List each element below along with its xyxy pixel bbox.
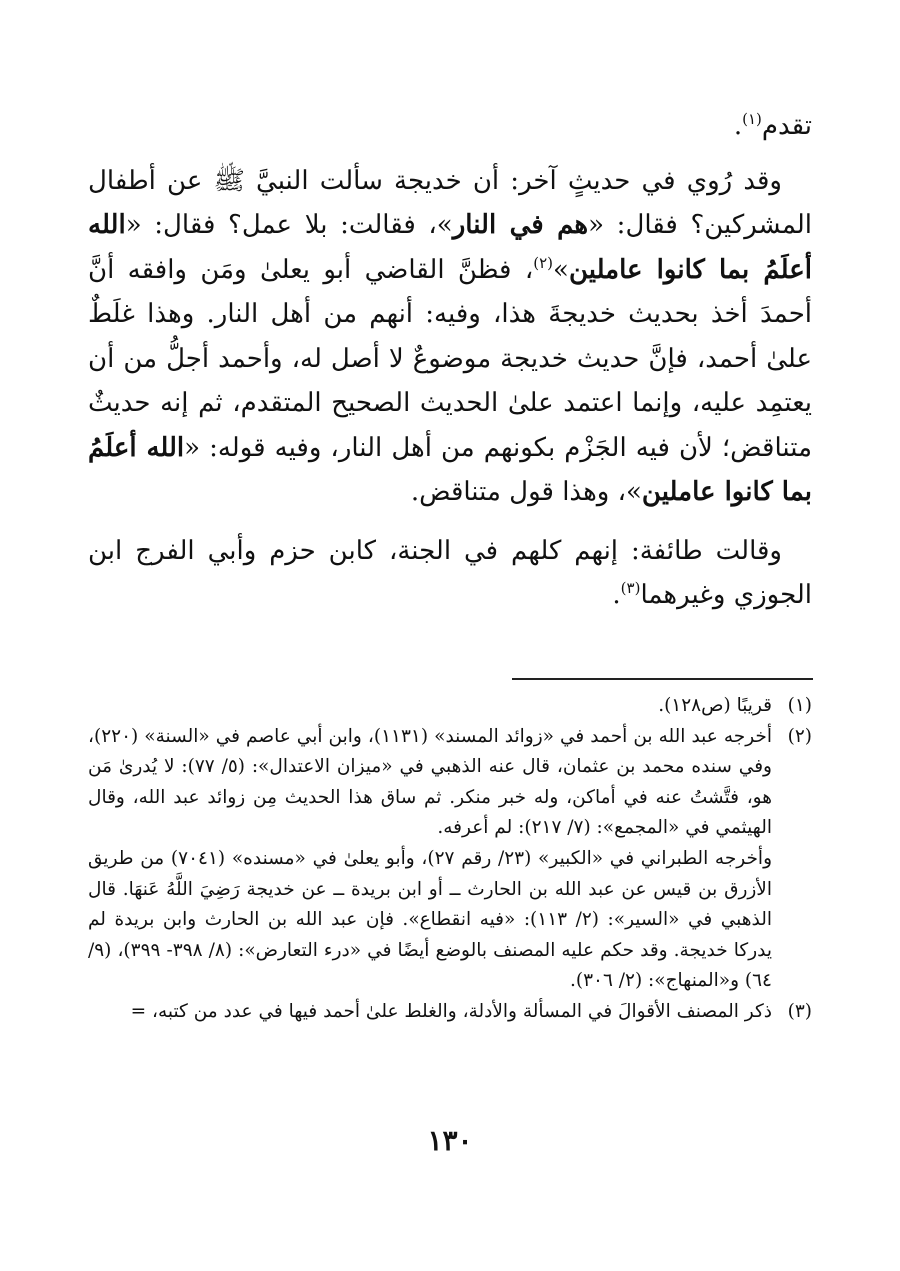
paragraph-2-part-c: »، فقالت: بلا عمل؟ فقال: «	[125, 210, 453, 240]
quote-allah-alam-1: الله أعلَمُ بما كانوا عاملين	[88, 210, 812, 285]
footnote-separator	[512, 678, 813, 680]
footnote-ref-1[interactable]: (١)	[742, 110, 762, 128]
main-text	[88, 104, 812, 626]
paragraph-2-part-e: »	[553, 254, 569, 285]
quote-hum-fi-alnar: هم في النار	[452, 210, 589, 240]
paragraph-3-end: .	[612, 580, 621, 610]
paragraph-1-text: تقدم	[761, 111, 812, 141]
footnote-3-number: (٣)	[787, 1000, 812, 1022]
footnote-2-paragraph-2: وأخرجه الطبراني في «الكبير» (٢٣/ رقم ٢٧)، وأبو يعلىٰ في «مسنده» (٧٠٤١) من طريق الأزرق بن قيس عن عبد الله بن الحارث ــ أو ابن بريدة ــ عن خديجة رَضِيَ اللَّهُ عَنهَا. قال الذهبي في «السير»: (٢/ ١١٣): «فيه انقطاع». فإن عبد الله بن الحارث وابن بريدة لم يدركا خديجة. وقد حكم عليه المصنف بالوضع أيضًا في «درء التعارض»: (٨/ ٣٩٨- ٣٩٩)، (٩/ ٦٤) و«المنهاج»: (٢/ ٣٠٦).	[88, 847, 772, 992]
footnote-2-number: (٢)	[787, 725, 812, 747]
paragraph-3	[88, 529, 812, 618]
quote-allah-alam-2: الله أعلَمُ بما كانوا عاملين	[88, 432, 812, 507]
footnote-2	[88, 722, 812, 997]
page-number: ١٣٠	[427, 1124, 473, 1157]
paragraph-1-end: .	[733, 111, 743, 141]
footnote-ref-2[interactable]: (٢)	[533, 253, 554, 272]
footnote-1-number: (١)	[787, 695, 812, 716]
footnote-3-text: ذكر المصنف الأقوالَ في المسألة والأدلة، والغلط علىٰ أحمد فيها في عدد من كتبه، =	[130, 1000, 772, 1022]
paragraph-2	[88, 159, 812, 515]
paragraph-2-part-f: ، فظنَّ القاضي أبو يعلىٰ ومَن وافقه أنَّ أحمدَ أخذ بحديث خديجةَ هذا، وفيه: أنهم من أهل النار. وهذا غلَطٌ علىٰ أحمد، فإنَّ حديث خديجة موضوعٌ لا أصل له، وأحمد أجلُّ من أن يعتمِد عليه، وإنما اعتمد علىٰ الحديث الصحيح المتقدم، ثم إنه حديثٌ متناقض؛ لأن فيه الجَزْم بكونهم من أهل النار، وفيه قوله: «	[88, 254, 812, 463]
footnote-3	[88, 997, 812, 1028]
footnote-1	[88, 691, 812, 722]
paragraph-2-part-a: وقد رُوي في حديثٍ آخر: أن خديجة سألت النبيَّ ﷺ عن أطفال المشركين؟ فقال: «	[88, 165, 812, 240]
footnote-1-text: قريبًا (ص١٢٨).	[658, 695, 772, 716]
paragraph-2-part-h: »، وهذا قول متناقض.	[410, 477, 642, 507]
footnote-ref-3[interactable]: (٣)	[620, 579, 641, 597]
footnotes	[88, 691, 812, 1028]
paragraph-3-text: وقالت طائفة: إنهم كلهم في الجنة، كابن حزم وأبي الفرج ابن الجوزي وغيرهما	[88, 535, 812, 610]
footnote-2-paragraph-1: أخرجه عبد الله بن أحمد في «زوائد المسند» (١١٣١)، وابن أبي عاصم في «السنة» (٢٢٠)، وفي سنده محمد بن عثمان، قال عنه الذهبي في «ميزان الاعتدال»: (٥/ ٧٧): لا يُدرىٰ مَن هو، فتَّشتُ عنه في أماكن، وله خبر منكر. ثم ساق هذا الحديث مِن زوائد عبد الله، وقال الهيثمي في «المجمع»: (٧/ ٢١٧): لم أعرفه.	[88, 725, 772, 839]
paragraph-1	[88, 104, 812, 149]
